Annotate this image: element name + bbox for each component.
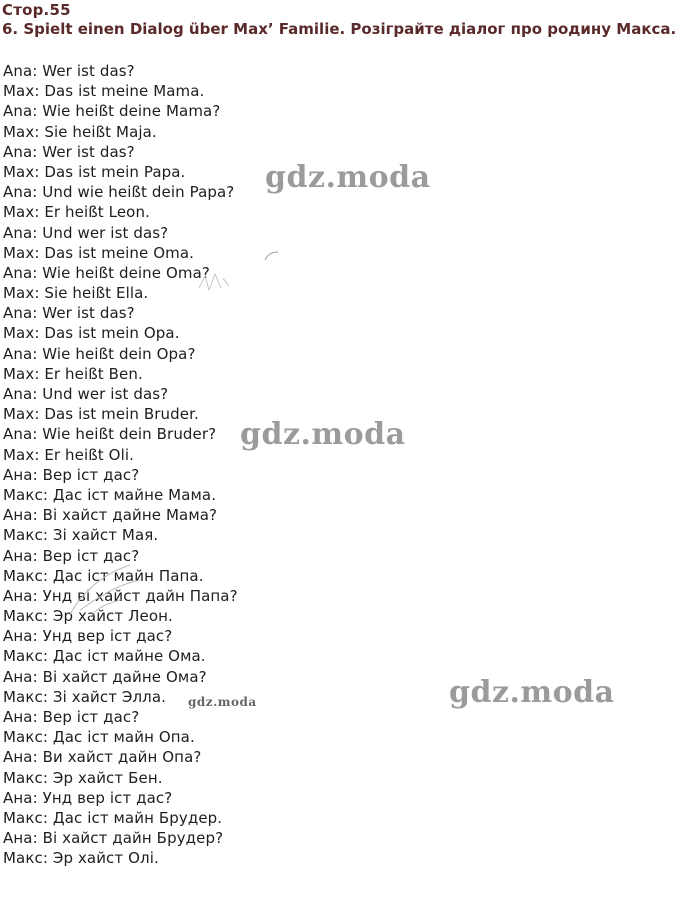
dialog-speaker: Макс : [3,728,53,746]
dialog-speaker: Max : [3,244,44,262]
dialog-text: Sie heißt Ella. [44,284,149,303]
page-reference: Стор.55 [2,1,71,19]
dialog-line [3,303,238,323]
dialog-line [3,707,238,727]
dialog-text: Ві хайст дайне Мама? [42,506,218,525]
dialog-speaker: Max : [3,163,44,181]
dialog-speaker: Ана : [3,748,43,766]
dialog-speaker: Max : [3,284,44,302]
dialog-text: Das ist meine Oma. [44,243,194,262]
dialog-line [3,202,238,222]
dialog-line [3,424,238,444]
dialog-line [3,344,238,364]
dialog-text: Wer ist das? [42,62,135,80]
dialog-text: Ви хайст дайн Опа? [42,748,202,767]
dialog-text: Er heißt Oli. [44,445,134,464]
dialog-speaker: Ана : [3,789,43,807]
dialog-text: Дас іст майн Папа. [52,566,204,585]
dialog-text: Вер іст дас? [42,708,140,726]
dialog-text: Und wer ist das? [42,385,169,403]
dialog-line [3,848,238,868]
dialog-line [3,606,238,626]
dialog-text: Эр хайст Олі. [52,849,159,868]
dialog-text: Ві хайст дайн Брудер? [42,829,224,848]
exercise-heading: 6. Spielt einen Dialog über Max’ Familie. Розіграйте діалог про родину Макса. [2,20,677,38]
dialog-speaker: Ana : [3,385,42,403]
dialog-text: Wer ist das? [42,142,135,161]
dialog-speaker: Ana : [3,143,42,161]
dialog-line [3,646,238,666]
dialog-line [3,364,238,384]
dialog-line [3,566,238,586]
dialog-text: Wie heißt dein Bruder? [42,425,217,444]
watermark: gdz.moda [265,160,431,195]
scribble-mark [262,248,282,264]
dialog-speaker: Ana : [3,102,42,120]
dialog-speaker: Ана : [3,466,43,484]
dialog-speaker: Ana : [3,304,42,322]
dialog-speaker: Макс : [3,526,53,544]
dialog-line [3,61,238,81]
watermark: gdz.moda [449,675,615,710]
dialog-speaker: Ана : [3,627,43,645]
dialog-text: Вер іст дас? [42,546,140,565]
dialog-line [3,828,238,848]
watermark-small: gdz.moda [188,695,257,709]
dialog-text: Дас іст майне Мама. [52,485,217,504]
dialog-text: Дас іст майне Ома. [52,647,206,666]
dialog-line [3,747,238,767]
dialog-line [3,182,238,202]
dialog-line [3,81,238,101]
dialog-text: Зі хайст Элла. [52,687,167,706]
dialog-speaker: Max : [3,324,44,342]
dialog-text: Унд вер іст дас? [42,627,173,646]
dialog-line [3,384,238,404]
dialog-line [3,525,238,545]
dialog-line [3,586,238,606]
dialog-line [3,485,238,505]
dialog-speaker: Ана : [3,668,43,686]
dialog-text: Und wie heißt dein Papa? [42,183,235,202]
dialog-text: Wie heißt deine Mama? [42,102,221,121]
dialog-text: Эр хайст Леон. [52,607,173,626]
dialog-speaker: Max : [3,446,44,464]
dialog-line [3,283,238,303]
dialog-line [3,223,238,243]
dialog-speaker: Макс : [3,567,53,585]
dialog-speaker: Ana : [3,224,42,242]
dialog-speaker: Макс : [3,688,53,706]
dialog-speaker: Ana : [3,183,42,201]
dialog-line [3,263,238,283]
dialog-text: Das ist mein Papa. [44,162,186,181]
dialog-line [3,465,238,485]
dialog-line [3,505,238,525]
dialog-line [3,808,238,828]
dialog-text: Das ist mein Opa. [44,324,180,343]
dialog-line [3,404,238,424]
dialog-text: Das ist meine Mama. [44,82,205,101]
dialog-text: Унд ві хайст дайн Папа? [42,586,238,605]
dialog-line [3,768,238,788]
dialog-line [3,626,238,646]
dialog-text: Wie heißt deine Oma? [42,263,210,282]
dialog-speaker: Max : [3,123,44,141]
dialog-line [3,243,238,263]
dialog-speaker: Ана : [3,708,43,726]
dialog-text: Wie heißt dein Opa? [42,344,196,363]
dialog-text: Дас іст майн Брудер. [52,808,223,827]
dialog-speaker: Ана : [3,547,43,565]
watermark: gdz.moda [240,417,406,452]
dialog-text: Sie heißt Maja. [44,122,157,141]
dialog-line [3,445,238,465]
dialog-speaker: Ana : [3,425,42,443]
dialog-speaker: Max : [3,405,44,423]
dialog-text: Er heißt Ben. [44,364,143,383]
dialog-speaker: Макс : [3,769,53,787]
dialog-line [3,101,238,121]
dialog-speaker: Ана : [3,587,43,605]
dialog-speaker: Max : [3,82,44,100]
dialog-speaker: Ana : [3,264,42,282]
dialog-text: Зі хайст Мая. [52,526,159,545]
dialog-speaker: Ана : [3,829,43,847]
dialog-text: Вер іст дас? [42,465,140,484]
dialog-line [3,546,238,566]
dialog-line [3,122,238,142]
dialog-text: Das ist mein Bruder. [44,405,199,424]
dialog-speaker: Ана : [3,506,43,524]
dialog-speaker: Max : [3,203,44,221]
dialog-speaker: Макс : [3,607,53,625]
dialog-line [3,727,238,747]
dialog-line [3,142,238,162]
dialog-text: Эр хайст Бен. [52,768,163,787]
dialog-text: Ві хайст дайне Ома? [42,667,207,686]
dialog-speaker: Макс : [3,486,53,504]
dialog-speaker: Макс : [3,809,53,827]
dialog-text: Дас іст майн Опа. [52,728,195,747]
dialog-line [3,162,238,182]
dialog-speaker: Макс : [3,849,53,867]
dialog-text: Wer ist das? [42,304,135,323]
dialog-speaker: Max : [3,365,44,383]
dialog-line [3,323,238,343]
dialog-text: Er heißt Leon. [44,203,150,222]
dialog-list [3,61,238,869]
dialog-line [3,788,238,808]
dialog-speaker: Ana : [3,62,42,80]
dialog-speaker: Макс : [3,647,53,665]
dialog-text: Und wer ist das? [42,223,169,242]
dialog-speaker: Ana : [3,345,42,363]
dialog-text: Унд вер іст дас? [42,788,173,807]
dialog-line [3,667,238,687]
